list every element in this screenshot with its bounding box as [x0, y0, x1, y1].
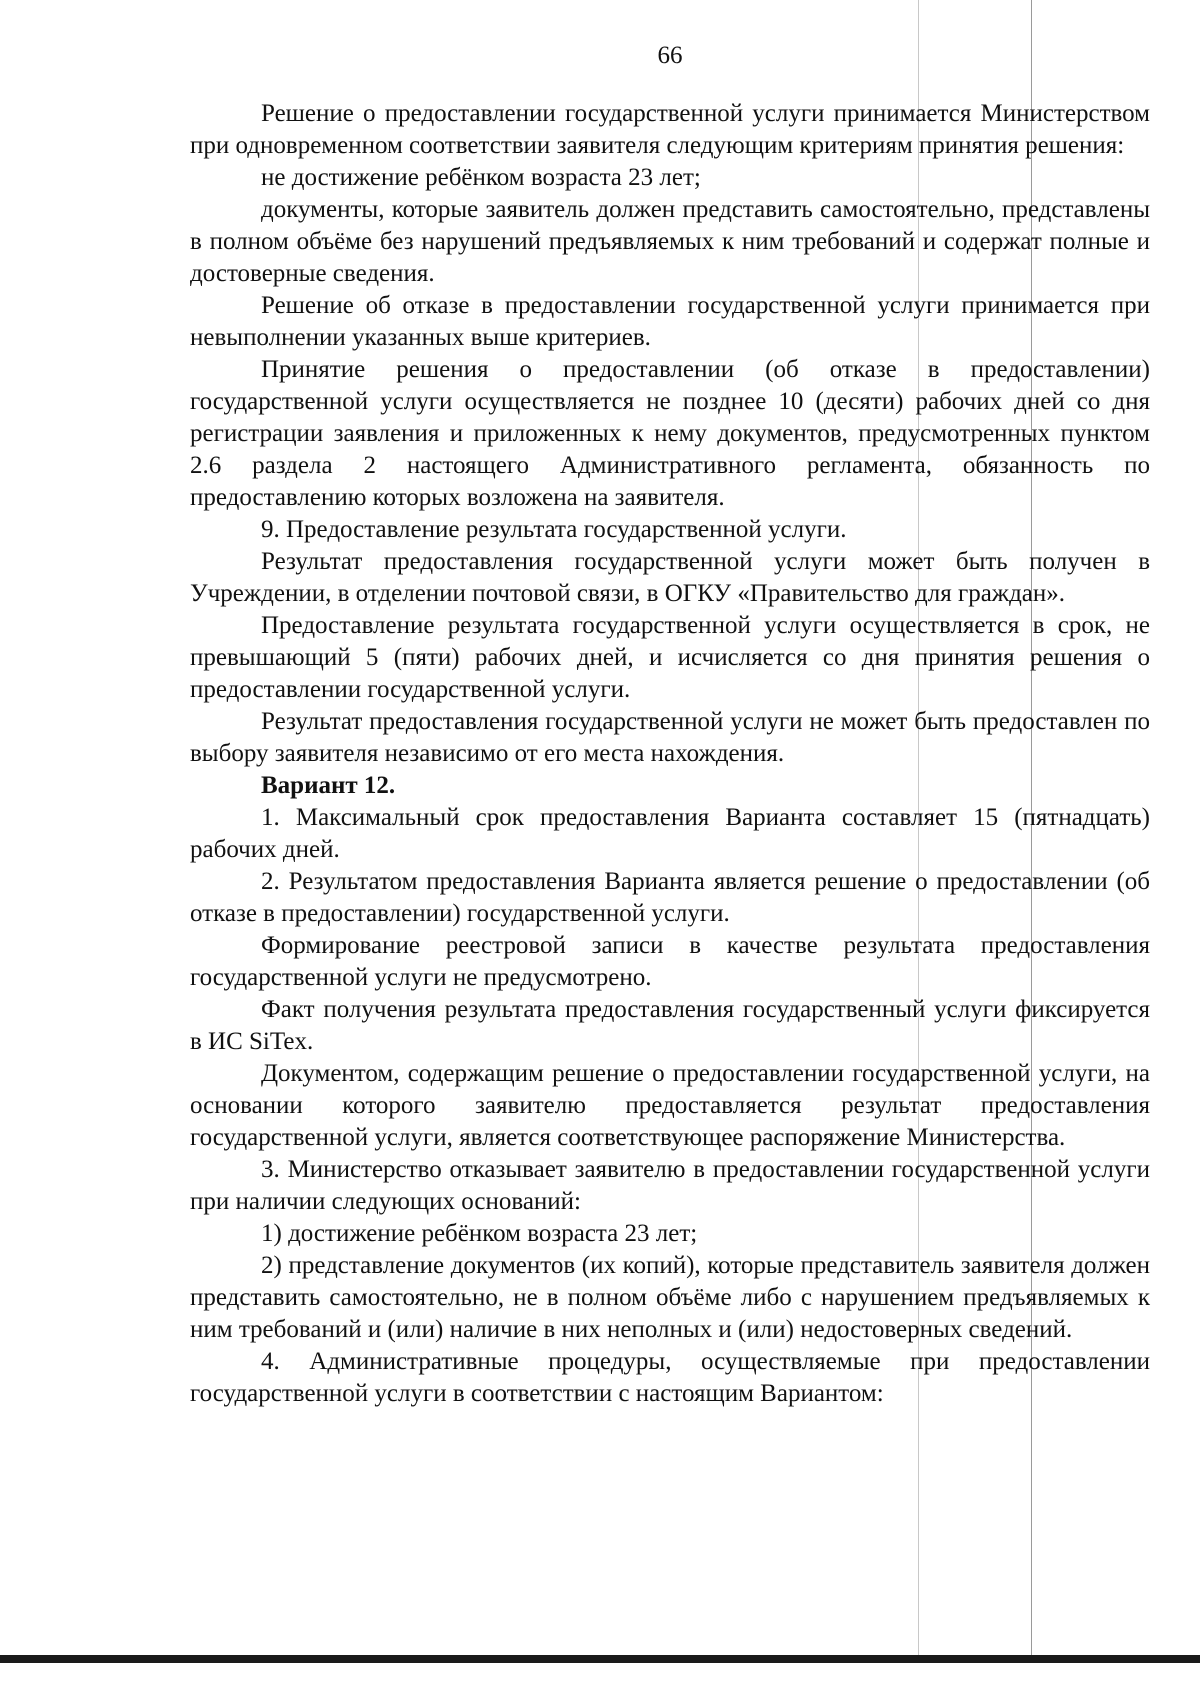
paragraph-variant-max-term: 1. Максимальный срок предоставления Варианта составляет 15 (пятнадцать) рабочих дней.: [190, 804, 1150, 863]
paragraph-admin-procedures: 4. Административные процедуры, осуществляемые при предоставлении государственной услуги в соответствии с настоящим Вариантом:: [190, 1348, 1150, 1407]
paragraph-refusal-decision: Решение об отказе в предоставлении государственной услуги принимается при невыполнении указанных выше критериев.: [190, 292, 1150, 351]
paragraph-decision-deadline: Принятие решения о предоставлении (об отказе в предоставлении) государственной услуги осуществляется не позднее 10 (десяти) рабочих дней со дня регистрации заявления и приложенных к нему документов, предусмотренных пунктом 2.6 раздела 2 настоящего Административного регламента, обязанность по предоставлению которых возложена на заявителя.: [190, 356, 1150, 511]
paragraph-criterion-documents: документы, которые заявитель должен представить самостоятельно, представлены в полном объёме без нарушений предъявляемых к ним требований и содержат полные и достоверные сведения.: [190, 196, 1150, 287]
heading-variant-12: Вариант 12.: [261, 772, 396, 799]
paragraph-result-fixation: Факт получения результата предоставления государственный услуги фиксируется в ИС SiTex.: [190, 996, 1150, 1055]
paragraph-decision-document: Документом, содержащим решение о предоставлении государственной услуги, на основании которого заявителю предоставляется результат предоставления государственной услуги, является соответствующее распоряжение Министерства.: [190, 1060, 1150, 1151]
paragraph-variant-result: 2. Результатом предоставления Варианта является решение о предоставлении (об отказе в предоставлении) государственной услуги.: [190, 868, 1150, 927]
scan-bottom-border: [0, 1655, 1200, 1663]
paragraph-criterion-age: не достижение ребёнком возраста 23 лет;: [261, 164, 701, 191]
paragraph-ground-age: 1) достижение ребёнком возраста 23 лет;: [261, 1220, 698, 1247]
paragraph-result-location: Результат предоставления государственной услуги не может быть предоставлен по выбору заявителя независимо от его места нахождения.: [190, 708, 1150, 767]
paragraph-result-term: Предоставление результата государственной услуги осуществляется в срок, не превышающий 5 (пяти) рабочих дней, и исчисляется со дня принятия решения о предоставлении государственной услуги.: [190, 612, 1150, 703]
paragraph-refusal-grounds: 3. Министерство отказывает заявителю в предоставлении государственной услуги при наличии следующих оснований:: [190, 1156, 1150, 1215]
page-number: 66: [657, 42, 683, 69]
paragraph-decision-criteria: Решение о предоставлении государственной услуги принимается Министерством при одновременном соответствии заявителя следующим критериям принятия решения:: [190, 100, 1150, 159]
paragraph-result-receipt: Результат предоставления государственной услуги может быть получен в Учреждении, в отделении почтовой связи, в ОГКУ «Правительство для граждан».: [190, 548, 1150, 607]
paragraph-ground-documents: 2) представление документов (их копий), которые представитель заявителя должен представить самостоятельно, не в полном объёме либо с нарушением предъявляемых к ним требований и (или) наличие в них неполных и (или) недостоверных сведений.: [190, 1252, 1150, 1343]
document-body: [190, 98, 1150, 1410]
paragraph-section-9: 9. Предоставление результата государственной услуги.: [261, 516, 847, 543]
paragraph-registry-record: Формирование реестровой записи в качестве результата предоставления государственной услуги не предусмотрено.: [190, 932, 1150, 991]
